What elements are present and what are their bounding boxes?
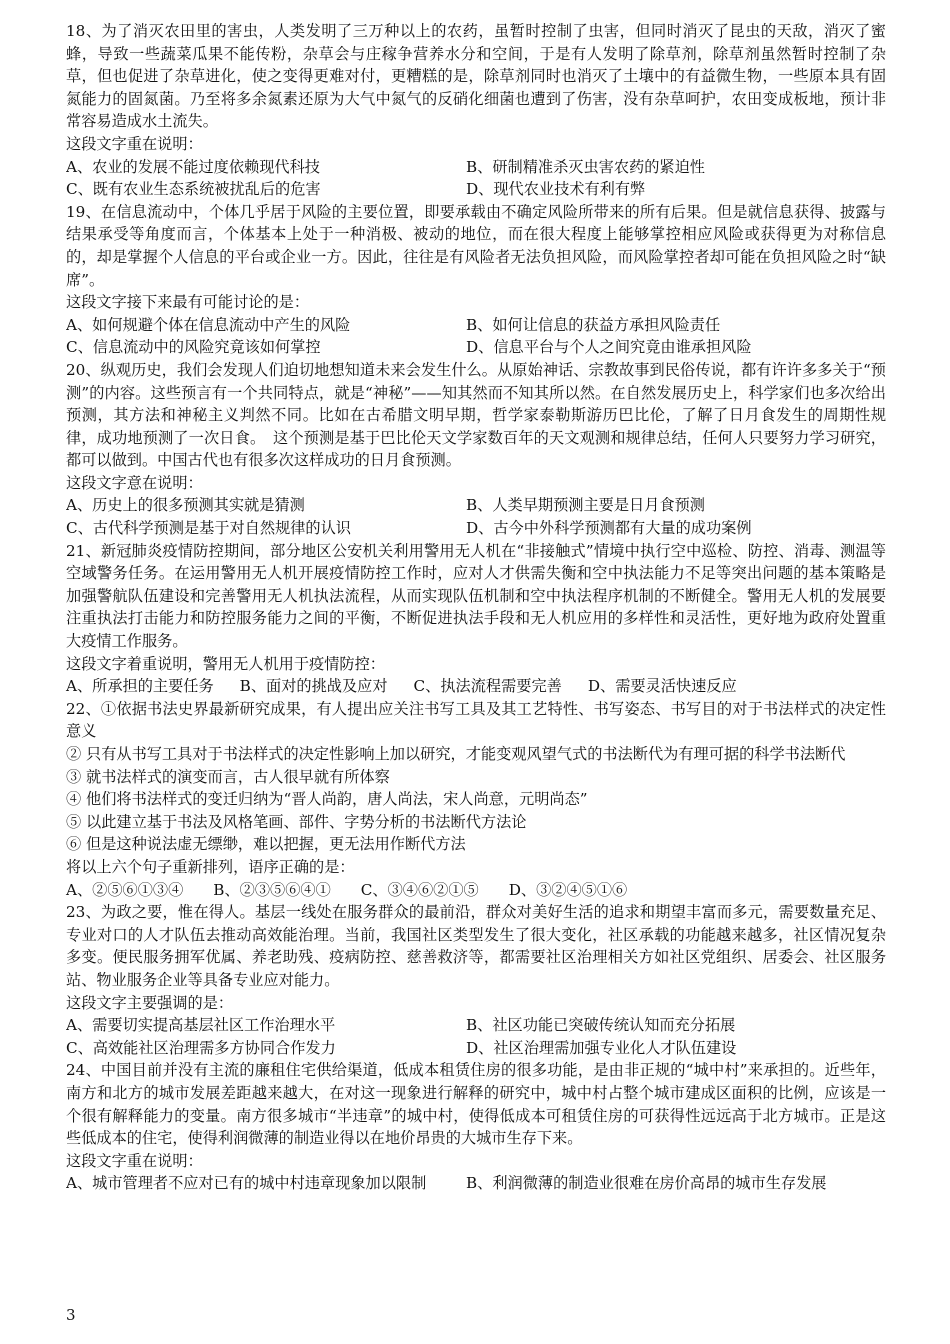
option-a: A、所承担的主要任务	[66, 677, 214, 696]
options	[66, 879, 886, 902]
option-a: A、历史上的很多预测其实就是猜测	[66, 496, 305, 515]
option-a: A、需要切实提高基层社区工作治理水平	[66, 1016, 336, 1035]
option-d: D、③②④⑤①⑥	[508, 880, 628, 899]
question-prompt: 这段文字主要强调的是：	[66, 993, 234, 1012]
sentence-2: ② 只有从书写工具对于书法样式的决定性影响上加以研究，才能变观风望气式的书法断代为有理可据的科学书法断代	[66, 745, 846, 763]
options	[66, 156, 886, 201]
option-d: D、社区治理需加强专业化人才队伍建设	[466, 1038, 737, 1057]
options	[66, 1014, 886, 1059]
option-b: B、如何让信息的获益方承担风险责任	[466, 315, 721, 334]
option-d: D、信息平台与个人之间究竟由谁承担风险	[466, 338, 752, 357]
question-stem: 23、为政之要，惟在得人。基层一线处在服务群众的最前沿，群众对美好生活的追求和期望丰富而多元，需要数量充足、专业对口的人才队伍去推动高效能治理。当前，我国社区类型发生了很大变化，社区承载的功能越来越多，社区情况复杂多变。便民服务拥军优属、养老助残、疫病防控、慈善救济等，都需要社区治理相关方如社区党组织、居委会、社区服务站、物业服务企业等具备专业应对能力。	[66, 903, 886, 989]
option-a: A、②⑤⑥①③④	[66, 880, 184, 899]
question-prompt: 这段文字重在说明：	[66, 1151, 203, 1170]
option-c: C、执法流程需要完善	[413, 677, 562, 696]
question-stem: 21、新冠肺炎疫情防控期间，部分地区公安机关利用警用无人机在“非接触式”情境中执行空中巡检、防控、消毒、测温等空域警务任务。在运用警用无人机开展疫情防控工作时，应对人才供需失衡和空中执法能力不足等突出问题的基本策略是加强警航队伍建设和完善警用无人机执法流程，从而实现队伍机制和空中执法程序机制的不断健全。警用无人机的发展要注重执法打击能力和防控服务能力之间的平衡，不断促进执法手段和无人机应用的多样性和灵活性，更好地为政府处置重大疫情工作服务。	[66, 541, 886, 651]
option-b: B、利润微薄的制造业很难在房价高昂的城市生存发展	[466, 1174, 827, 1193]
option-a: A、如何规避个体在信息流动中产生的风险	[66, 315, 351, 334]
question-prompt: 这段文字接下来最有可能讨论的是：	[66, 293, 309, 312]
question-18	[66, 20, 886, 201]
option-d: D、需要灵活快速反应	[587, 677, 737, 696]
question-stem: 18、为了消灭农田里的害虫，人类发明了三万种以上的农药，虽暂时控制了虫害，但同时消灭了昆虫的天敌，消灭了蜜蜂，导致一些蔬菜瓜果不能传粉，杂草会与庄稼争营养水分和空间，于是有人发明了除草剂，除草剂虽然暂时控制了杂草，但也促进了杂草进化，使之变得更难对付，更糟糕的是，除草剂同时也消灭了土壤中的有益微生物，一些原本具有固氮能力的固氮菌。乃至将多余氮素还原为大气中氮气的反硝化细菌也遭到了伤害，没有杂草呵护，农田变成板地，预计非常容易造成水土流失。	[66, 22, 886, 131]
option-b: B、研制精准杀灭虫害农药的紧迫性	[466, 157, 705, 176]
option-a: A、城市管理者不应对已有的城中村违章现象加以限制	[66, 1174, 427, 1193]
sentence-3: ③ 就书法样式的演变而言，古人很早就有所体察	[66, 767, 390, 786]
options	[66, 314, 886, 359]
question-22	[66, 698, 886, 901]
option-c: C、既有农业生态系统被扰乱后的危害	[66, 180, 321, 199]
sentence-6: ⑥ 但是这种说法虚无缥缈，难以把握，更无法用作断代方法	[66, 835, 466, 854]
sentence-5: ⑤ 以此建立基于书法及风格笔画、部件、字势分析的书法断代方法论	[66, 812, 527, 831]
page-number: 3	[66, 1306, 76, 1324]
option-c: C、高效能社区治理需多方协同合作发力	[66, 1038, 336, 1057]
option-c: C、古代科学预测是基于对自然规律的认识	[66, 519, 351, 538]
options	[66, 1172, 886, 1195]
option-a: A、农业的发展不能过度依赖现代科技	[66, 157, 320, 176]
question-prompt: 这段文字重在说明：	[66, 134, 203, 153]
question-stem: 19、在信息流动中，个体几乎居于风险的主要位置，即要承载由不确定风险所带来的所有后果。但是就信息获得、披露与结果承受等角度而言，个体基本上处于一种消极、被动的地位，而在很大程度上能够掌控相应风险或获得更为对称信息的，却是掌握个人信息的平台或企业一方。因此，往往是有风险者无法负担风险，而风险掌控者却可能在负担风险之时“缺席”。	[66, 202, 886, 289]
question-21	[66, 540, 886, 698]
question-20	[66, 359, 886, 540]
option-d: D、现代农业技术有利有弊	[466, 180, 646, 199]
options	[66, 494, 886, 539]
question-prompt: 将以上六个句子重新排列，语序正确的是：	[66, 857, 355, 876]
question-stem: 20、纵观历史，我们会发现人们迫切地想知道未来会发生什么。从原始神话、宗教故事到民俗传说，都有许许多多关于“预测”的内容。这些预言有一个共同特点，就是“神秘”——知其然而不知其所以然。在自然发展历史上，科学家们也多次给出预测，其方法和神秘主义判然不同。比如在古希腊文明早期，哲学家泰勒斯游历巴比伦，了解了日月食发生的周期性规律，成功地预测了一次日食。 这个预测是基于巴比伦天文学家数百年的天文观测和规律总结，任何人只要努力学习研究，都可以做到。中国古代也有很多次这样成功的日月食预测。	[66, 360, 886, 470]
sentence-4: ④ 他们将书法样式的变迁归纳为“晋人尚韵，唐人尚法，宋人尚意，元明尚态”	[66, 790, 588, 809]
option-c: C、信息流动中的风险究竟该如何掌控	[66, 338, 321, 357]
sentence-1: 22、①依据书法史界最新研究成果，有人提出应关注书写工具及其工艺特性、书写姿态、书写目的对于书法样式的决定性意义	[66, 699, 886, 741]
question-prompt: 这段文字意在说明：	[66, 473, 203, 492]
question-24	[66, 1059, 886, 1195]
option-d: D、古今中外科学预测都有大量的成功案例	[466, 519, 752, 538]
question-prompt: 这段文字着重说明，警用无人机用于疫情防控：	[66, 654, 385, 673]
question-19	[66, 201, 886, 359]
option-b: B、面对的挑战及应对	[239, 677, 388, 696]
option-c: C、③④⑥②①⑤	[360, 880, 479, 899]
option-b: B、社区功能已突破传统认知而充分拓展	[466, 1016, 736, 1035]
question-stem: 24、中国目前并没有主流的廉租住宅供给渠道，低成本租赁住房的很多功能，是由非正规的“城中村”来承担的。近些年，南方和北方的城市发展差距越来越大，在对这一现象进行解释的研究中，城中村占整个城市建成区面积的比例，应该是一个很有解释能力的变量。南方很多城市“半违章”的城中村，使得低成本可租赁住房的可获得性远远高于北方城市。正是这些低成本的住宅，使得利润微薄的制造业得以在地价昂贵的大城市生存下来。	[66, 1061, 886, 1148]
option-b: B、②③⑤⑥④①	[213, 880, 331, 899]
question-23	[66, 901, 886, 1059]
options	[66, 675, 886, 698]
document-page	[66, 20, 886, 1195]
option-b: B、人类早期预测主要是日月食预测	[466, 496, 705, 515]
